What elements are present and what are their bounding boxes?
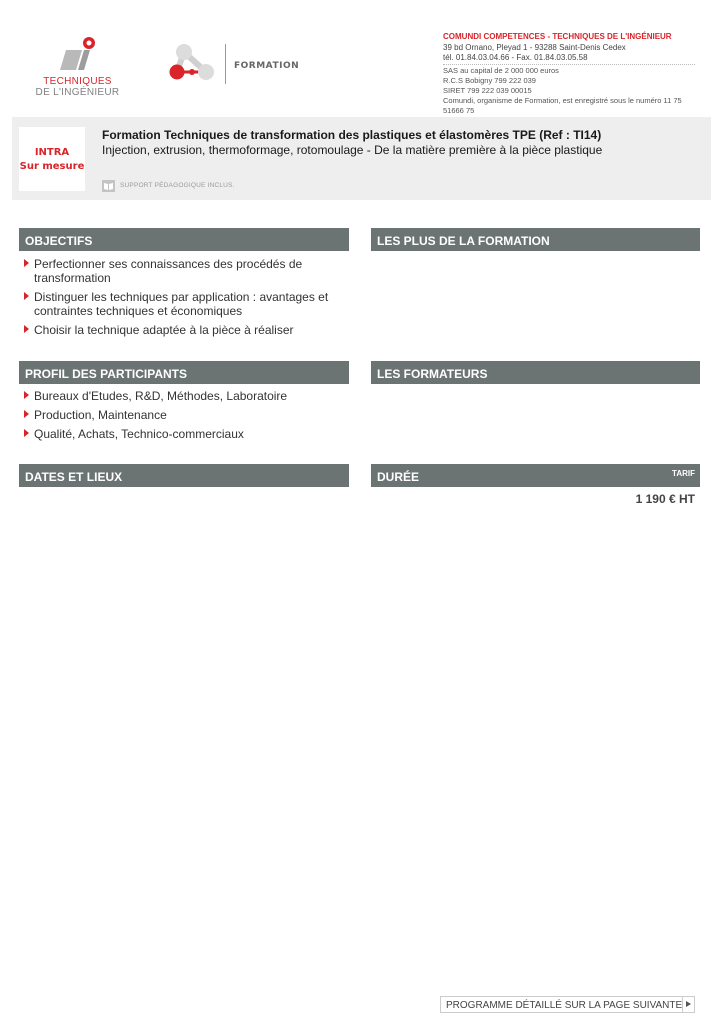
objectifs-title: OBJECTIFS [25,234,93,248]
formateurs-title: LES FORMATEURS [377,367,488,381]
course-title-band [12,117,711,200]
formation-logo [168,42,298,90]
list-item-text: Bureaux d'Etudes, R&D, Méthodes, Laboratoire [34,389,288,403]
bullet-arrow-icon [24,391,29,399]
duree-header [371,464,700,487]
course-title: Formation Techniques de transformation des plastiques et élastomères TPE (Ref : TI14) [102,128,602,142]
bullet-arrow-icon [24,259,29,267]
dates-header [19,464,349,487]
duree-title: DURÉE [377,470,420,484]
list-item-text: Qualité, Achats, Technico-commerciaux [34,427,244,441]
list-item-text: Distinguer les techniques par application : avantages et contraintes techniques et économiques [34,290,329,318]
profil-list [23,389,338,446]
dates-title: DATES ET LIEUX [25,470,123,484]
company-siret: SIRET 799 222 039 00015 [443,86,532,95]
molecule-icon [168,42,218,86]
plus-header [371,228,700,251]
profil-header [19,361,349,384]
company-rcs: R.C.S Bobigny 799 222 039 [443,76,536,85]
logo-divider [225,44,226,84]
bullet-arrow-icon [24,410,29,418]
profil-title: PROFIL DES PARTICIPANTS [25,367,188,381]
list-item-text: Perfectionner ses connaissances des procédés de transformation [34,257,303,285]
company-info [443,32,695,116]
next-page-label: PROGRAMME DÉTAILLÉ SUR LA PAGE SUIVANTE [446,1000,683,1011]
list-item [23,290,338,318]
company-name: COMUNDI COMPETENCES - TECHNIQUES DE L'INGÉNIEUR [443,32,672,41]
list-item-text: Production, Maintenance [34,408,167,422]
company-address: 39 bd Ornano, Pleyad 1 - 93288 Saint-Denis Cedex [443,43,626,52]
arrow-right-icon [682,997,694,1012]
company-registration: Comundi, organisme de Formation, est enregistré sous le numéro 11 75 51666 75 [443,96,682,115]
list-item [23,323,338,337]
bullet-arrow-icon [24,429,29,437]
bullet-arrow-icon [24,325,29,333]
logo-line-1: TECHNIQUES [43,76,112,87]
badge-line-1: INTRA [34,147,70,158]
list-item [23,257,338,285]
tarif-label: TARIF [672,469,695,478]
objectifs-list [23,257,338,342]
book-icon [102,180,115,192]
next-page-link[interactable] [440,996,695,1013]
techniques-ingenieur-logo [30,36,125,100]
logo-line-2: DE L'INGÉNIEUR [35,87,120,98]
list-item [23,408,338,422]
support-label: SUPPORT PÉDAGOGIQUE INCLUS. [120,182,235,189]
formation-logo-text: FORMATION [234,61,300,71]
badge-line-2: Sur mesure [19,161,85,172]
plus-title: LES PLUS DE LA FORMATION [377,234,550,248]
objectifs-header [19,228,349,251]
list-item [23,427,338,441]
ti-logo-mark-icon [56,36,98,74]
list-item [23,389,338,403]
list-item-text: Choisir la technique adaptée à la pièce à réaliser [34,323,294,337]
bullet-arrow-icon [24,292,29,300]
formateurs-header [371,361,700,384]
company-capital: SAS au capital de 2 000 000 euros [443,66,559,75]
price: 1 190 € HT [635,492,695,506]
intra-badge [19,127,85,191]
company-phone: tél. 01.84.03.04.66 - Fax. 01.84.03.05.58 [443,53,695,65]
course-subtitle: Injection, extrusion, thermoformage, rotomoulage - De la matière première à la pièce plastique [102,143,603,157]
